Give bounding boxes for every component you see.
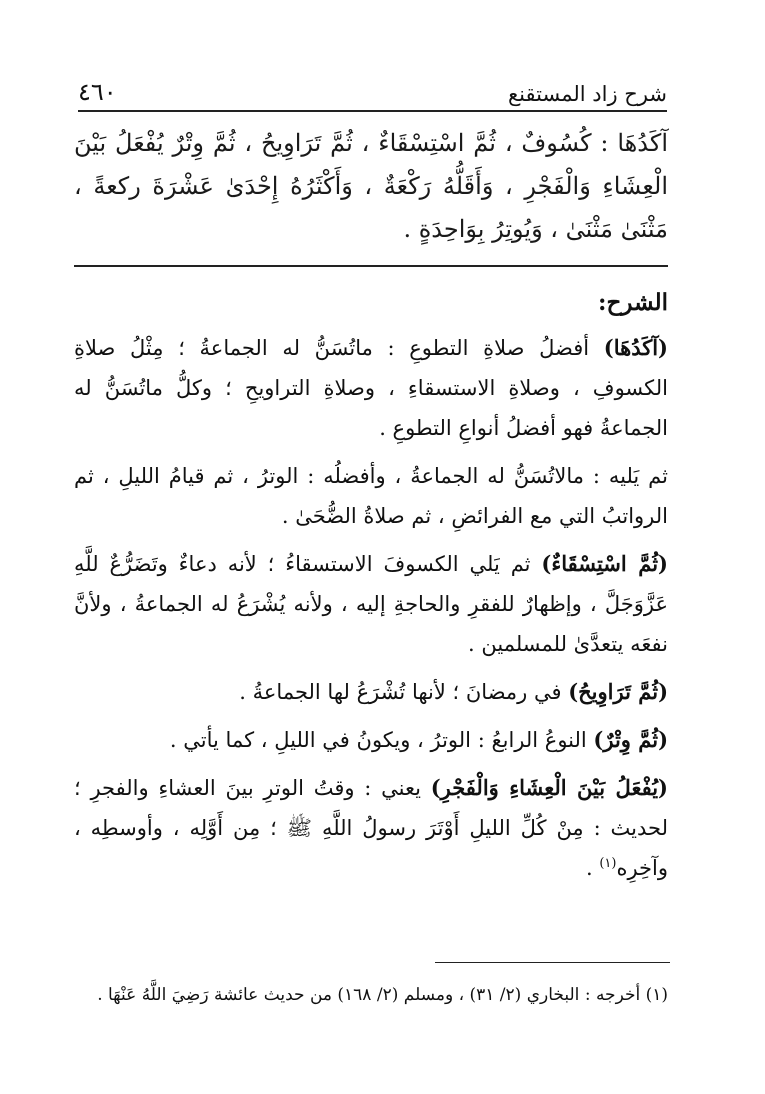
footnote: (١) أخرجه : البخاري (٢/ ٣١) ، ومسلم (٢/ ١٦٨) من حديث عائشة رَضِيَ اللَّهُ عَنْهَا . (97, 985, 668, 1005)
sharh-paragraph-2 (74, 456, 668, 536)
paragraph-text: النوعُ الرابعُ : الوترُ ، ويكونُ في الليلِ ، كما يأتي . (169, 728, 594, 752)
footnote-separator (435, 962, 670, 963)
sharh-paragraph-3 (74, 544, 668, 664)
sharh-paragraph-1 (74, 328, 668, 448)
paragraph-term: (يُفْعَلُ بَيْنَ الْعِشَاءِ وَالْفَجْرِ) (430, 775, 668, 800)
paragraph-text-end: . (585, 856, 600, 880)
footnote-reference[interactable]: (١) (599, 856, 617, 871)
matn-text: آكَدُهَا : كُسُوفٌ ، ثُمَّ اسْتِسْقَاءٌ ، ثُمَّ تَرَاوِيحُ ، ثُمَّ وِتْرٌ يُفْعَلُ بَيْنَ الْعِشَاءِ وَالْفَجْرِ ، وَأَقَلُّهُ رَكْعَةٌ ، وَأَكْثَرُهُ إِحْدَىٰ عَشْرَةَ ركعةً ، مَثْنَىٰ مَثْنَىٰ ، وَيُوتِرُ بِوَاحِدَةٍ . (74, 122, 668, 267)
paragraph-text: ثم يَليه : مالاتُسَنُّ له الجماعةُ ، وأفضلُه : الوترُ ، ثم قيامُ الليلِ ، ثم الرواتبُ التي مع الفرائضِ ، ثم صلاةُ الضُّحَىٰ . (74, 464, 668, 528)
sharh-paragraph-5 (74, 720, 668, 760)
sharh-heading: الشرح: (598, 289, 668, 316)
sharh-paragraph-4 (74, 672, 668, 712)
paragraph-text: يعني : وقتُ الوترِ بينَ العشاءِ والفجرِ ؛ لحديث : مِنْ كُلِّ الليلِ أَوْتَرَ رسولُ اللَّهِ ﷺ ؛ مِن أَوَّلِه ، وأوسطِه ، وآخِرِه (74, 776, 668, 880)
page-content (74, 122, 668, 896)
page-header (78, 72, 667, 112)
paragraph-term: (ثُمَّ تَرَاوِيحُ) (568, 679, 668, 704)
book-title: شرح زاد المستقنع (508, 82, 667, 106)
paragraph-term: (آكَدُهَا) (603, 335, 668, 360)
paragraph-text: ثم يَلي الكسوفَ الاستسقاءُ ؛ لأنه دعاءٌ وتَضَرُّعٌ للَّهِ عَزَّوَجَلَّ ، وإظهارٌ للفقرِ والحاجةِ إليه ، ولأنه يُشْرَعُ له الجماعةُ ، ولأنَّ نفعَه يتعدَّىٰ للمسلمين . (74, 552, 668, 656)
page-number: ٤٦٠ (78, 78, 117, 106)
paragraph-text: أفضلُ صلاةِ التطوعِ : ماتُسَنُّ له الجماعةُ ؛ مِثْلُ صلاةِ الكسوفِ ، وصلاةِ الاستسقاءِ ، وصلاةِ التراويحِ ؛ وكلُّ ماتُسَنُّ له الجماعةُ فهو أفضلُ أنواعِ التطوعِ . (74, 336, 668, 440)
paragraph-text: في رمضانَ ؛ لأنها تُشْرَعُ لها الجماعةُ . (239, 680, 569, 704)
paragraph-term: (ثُمَّ وِتْرٌ) (593, 727, 668, 752)
paragraph-term: (ثُمَّ اسْتِسْقَاءٌ) (541, 551, 668, 576)
sharh-paragraph-6 (74, 768, 668, 888)
